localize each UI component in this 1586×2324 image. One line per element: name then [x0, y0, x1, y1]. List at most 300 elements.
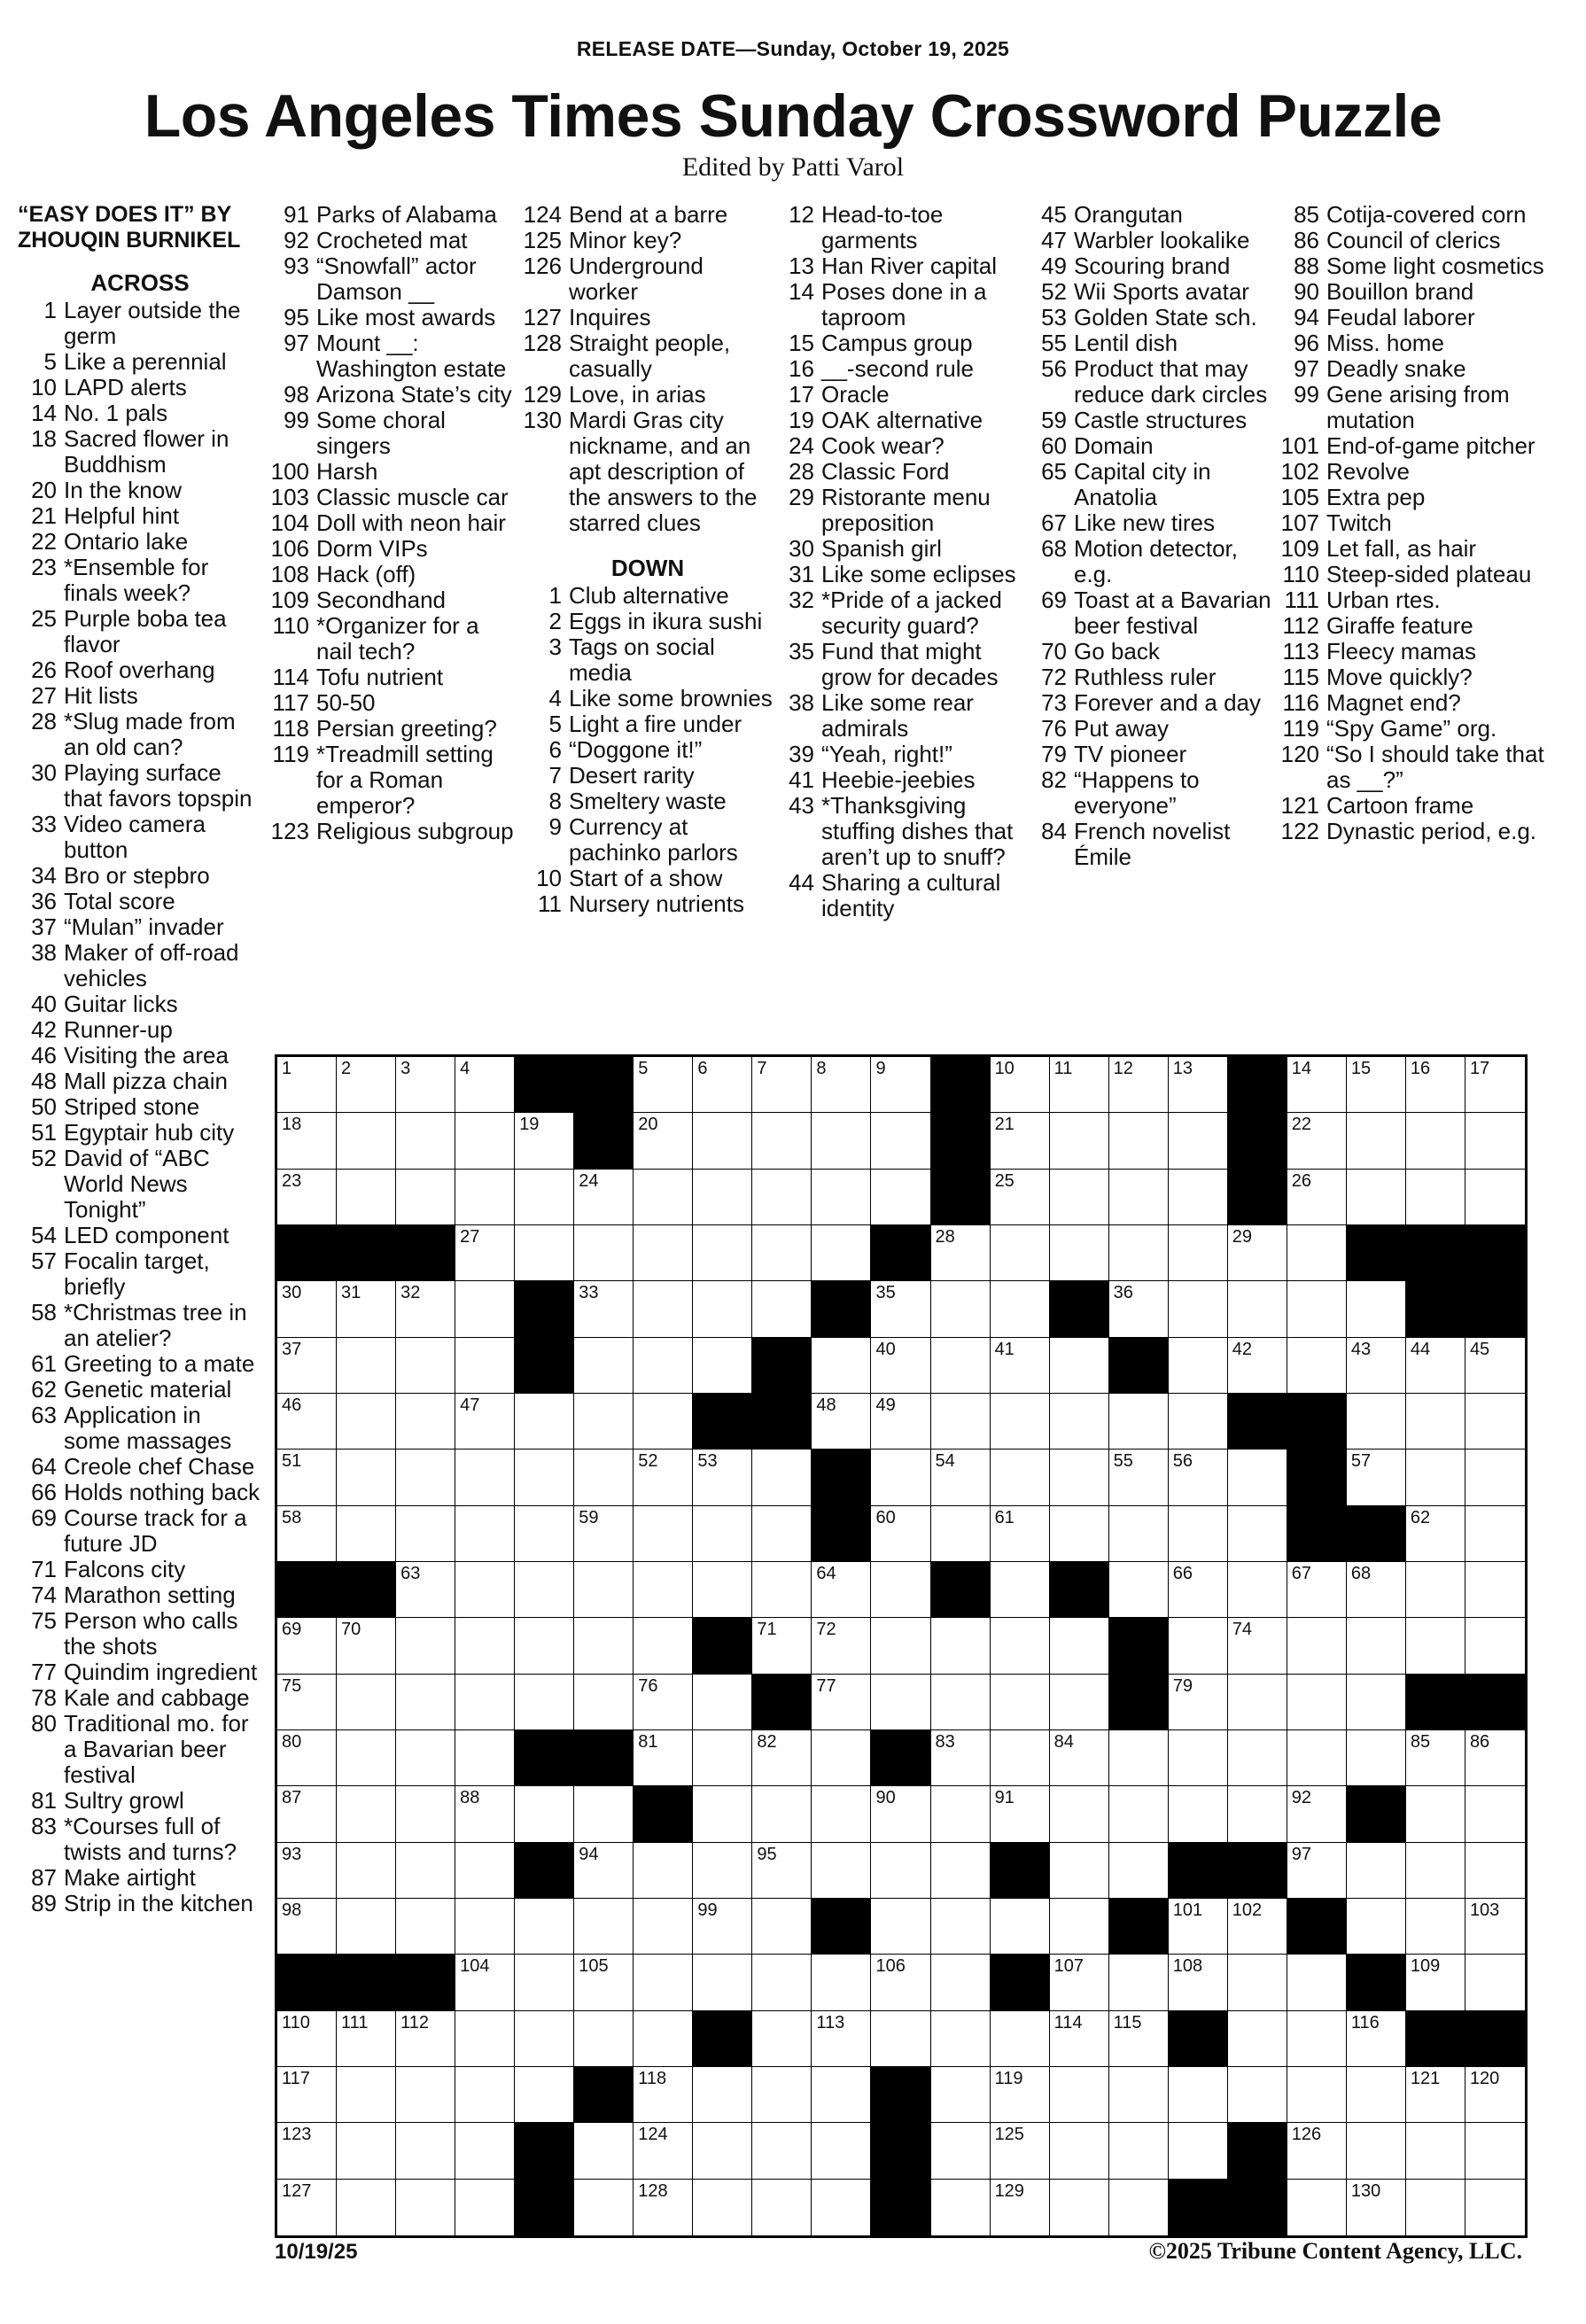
grid-cell[interactable]: [931, 1675, 991, 1730]
grid-cell[interactable]: [871, 1955, 930, 2010]
grid-cell[interactable]: [1169, 1338, 1228, 1394]
grid-cell[interactable]: [1050, 1170, 1109, 1225]
grid-cell[interactable]: [991, 1675, 1050, 1730]
grid-cell[interactable]: [1228, 1562, 1287, 1618]
grid-cell[interactable]: [1406, 2123, 1465, 2179]
grid-cell[interactable]: [396, 2123, 455, 2179]
grid-cell[interactable]: [515, 1450, 574, 1505]
grid-cell[interactable]: [1050, 1730, 1109, 1786]
grid-cell[interactable]: [752, 2067, 812, 2123]
grid-cell[interactable]: [634, 1281, 693, 1337]
grid-cell[interactable]: [931, 1955, 991, 2010]
grid-cell[interactable]: [812, 2123, 871, 2179]
grid-cell[interactable]: [1465, 1730, 1525, 1786]
grid-cell[interactable]: [871, 1899, 930, 1955]
grid-cell[interactable]: [337, 1338, 396, 1394]
grid-cell[interactable]: [1406, 1113, 1465, 1169]
grid-cell[interactable]: [634, 1955, 693, 2010]
grid-cell[interactable]: [1109, 1281, 1169, 1337]
grid-cell[interactable]: [1465, 1057, 1525, 1113]
grid-cell[interactable]: [634, 1394, 693, 1450]
grid-cell[interactable]: [1228, 1675, 1287, 1730]
grid-cell[interactable]: [812, 1394, 871, 1450]
grid-cell[interactable]: [1228, 1955, 1287, 2010]
grid-cell[interactable]: [1287, 1170, 1347, 1225]
grid-cell[interactable]: [812, 1843, 871, 1899]
grid-cell[interactable]: [337, 1899, 396, 1955]
grid-cell[interactable]: [812, 1225, 871, 1281]
grid-cell[interactable]: [991, 1057, 1050, 1113]
grid-cell[interactable]: [991, 1394, 1050, 1450]
grid-cell[interactable]: [455, 1113, 515, 1169]
grid-cell[interactable]: [1347, 1057, 1406, 1113]
grid-cell[interactable]: [1347, 1394, 1406, 1450]
grid-cell[interactable]: [1050, 2123, 1109, 2179]
grid-cell[interactable]: [931, 1786, 991, 1842]
grid-cell[interactable]: [396, 1394, 455, 1450]
grid-cell[interactable]: [277, 1170, 337, 1225]
grid-cell[interactable]: [337, 1730, 396, 1786]
grid-cell[interactable]: [634, 2067, 693, 2123]
grid-cell[interactable]: [1406, 2180, 1465, 2235]
grid-cell[interactable]: [693, 1338, 752, 1394]
grid-cell[interactable]: [574, 1450, 634, 1505]
grid-cell[interactable]: [574, 2011, 634, 2067]
grid-cell[interactable]: [574, 1281, 634, 1337]
grid-cell[interactable]: [1347, 1730, 1406, 1786]
grid-cell[interactable]: [1465, 1394, 1525, 1450]
grid-cell[interactable]: [1406, 1338, 1465, 1394]
grid-cell[interactable]: [1109, 1955, 1169, 2010]
grid-cell[interactable]: [396, 2011, 455, 2067]
grid-cell[interactable]: [1406, 1955, 1465, 2010]
grid-cell[interactable]: [1406, 1618, 1465, 1674]
grid-cell[interactable]: [634, 1450, 693, 1505]
grid-cell[interactable]: [634, 2123, 693, 2179]
grid-cell[interactable]: [1109, 1730, 1169, 1786]
grid-cell[interactable]: [1287, 1225, 1347, 1281]
grid-cell[interactable]: [634, 1506, 693, 1562]
grid-cell[interactable]: [1050, 1675, 1109, 1730]
grid-cell[interactable]: [693, 1786, 752, 1842]
grid-cell[interactable]: [1109, 2011, 1169, 2067]
grid-cell[interactable]: [1347, 2180, 1406, 2235]
grid-cell[interactable]: [1109, 2180, 1169, 2235]
grid-cell[interactable]: [1465, 1170, 1525, 1225]
grid-cell[interactable]: [752, 1955, 812, 2010]
grid-cell[interactable]: [1287, 1730, 1347, 1786]
grid-cell[interactable]: [515, 1394, 574, 1450]
grid-cell[interactable]: [871, 1113, 930, 1169]
grid-cell[interactable]: [1050, 2011, 1109, 2067]
grid-cell[interactable]: [277, 1618, 337, 1674]
grid-cell[interactable]: [1169, 1281, 1228, 1337]
grid-cell[interactable]: [1406, 1057, 1465, 1113]
grid-cell[interactable]: [1109, 2123, 1169, 2179]
grid-cell[interactable]: [1406, 1450, 1465, 1505]
grid-cell[interactable]: [871, 1394, 930, 1450]
grid-cell[interactable]: [812, 1170, 871, 1225]
grid-cell[interactable]: [931, 1338, 991, 1394]
grid-cell[interactable]: [1465, 2067, 1525, 2123]
grid-cell[interactable]: [1228, 1786, 1287, 1842]
grid-cell[interactable]: [1169, 1225, 1228, 1281]
grid-cell[interactable]: [1287, 1113, 1347, 1169]
grid-cell[interactable]: [337, 1113, 396, 1169]
grid-cell[interactable]: [455, 1170, 515, 1225]
grid-cell[interactable]: [455, 1394, 515, 1450]
grid-cell[interactable]: [931, 1730, 991, 1786]
grid-cell[interactable]: [1228, 1338, 1287, 1394]
grid-cell[interactable]: [871, 2011, 930, 2067]
grid-cell[interactable]: [693, 1170, 752, 1225]
grid-cell[interactable]: [277, 1506, 337, 1562]
grid-cell[interactable]: [693, 2067, 752, 2123]
grid-cell[interactable]: [752, 1562, 812, 1618]
grid-cell[interactable]: [752, 1450, 812, 1505]
grid-cell[interactable]: [396, 1506, 455, 1562]
grid-cell[interactable]: [1228, 1730, 1287, 1786]
grid-cell[interactable]: [396, 1562, 455, 1618]
grid-cell[interactable]: [1169, 1450, 1228, 1505]
grid-cell[interactable]: [752, 1113, 812, 1169]
grid-cell[interactable]: [1406, 1786, 1465, 1842]
grid-cell[interactable]: [574, 1843, 634, 1899]
grid-cell[interactable]: [396, 1113, 455, 1169]
grid-cell[interactable]: [1347, 1338, 1406, 1394]
grid-cell[interactable]: [634, 1562, 693, 1618]
grid-cell[interactable]: [812, 1057, 871, 1113]
grid-cell[interactable]: [812, 1675, 871, 1730]
grid-cell[interactable]: [693, 1281, 752, 1337]
grid-cell[interactable]: [515, 1618, 574, 1674]
grid-cell[interactable]: [812, 1618, 871, 1674]
grid-cell[interactable]: [1465, 1843, 1525, 1899]
grid-cell[interactable]: [693, 1113, 752, 1169]
grid-cell[interactable]: [1465, 1786, 1525, 1842]
grid-cell[interactable]: [991, 1506, 1050, 1562]
grid-cell[interactable]: [396, 1057, 455, 1113]
grid-cell[interactable]: [515, 1170, 574, 1225]
grid-cell[interactable]: [1347, 1281, 1406, 1337]
grid-cell[interactable]: [991, 1730, 1050, 1786]
grid-cell[interactable]: [1287, 1562, 1347, 1618]
grid-cell[interactable]: [515, 1675, 574, 1730]
grid-cell[interactable]: [1050, 1113, 1109, 1169]
grid-cell[interactable]: [396, 1281, 455, 1337]
grid-cell[interactable]: [337, 1618, 396, 1674]
grid-cell[interactable]: [455, 1730, 515, 1786]
grid-cell[interactable]: [1287, 1281, 1347, 1337]
grid-cell[interactable]: [871, 1506, 930, 1562]
grid-cell[interactable]: [1347, 1843, 1406, 1899]
grid-cell[interactable]: [1347, 1675, 1406, 1730]
grid-cell[interactable]: [931, 1506, 991, 1562]
grid-cell[interactable]: [634, 1843, 693, 1899]
grid-cell[interactable]: [1465, 1506, 1525, 1562]
grid-cell[interactable]: [931, 2180, 991, 2235]
grid-cell[interactable]: [1050, 1618, 1109, 1674]
grid-cell[interactable]: [277, 1786, 337, 1842]
grid-cell[interactable]: [693, 1562, 752, 1618]
grid-cell[interactable]: [693, 1675, 752, 1730]
grid-cell[interactable]: [991, 1225, 1050, 1281]
grid-cell[interactable]: [277, 2067, 337, 2123]
grid-cell[interactable]: [1287, 1786, 1347, 1842]
grid-cell[interactable]: [455, 1338, 515, 1394]
grid-cell[interactable]: [1109, 1506, 1169, 1562]
grid-cell[interactable]: [931, 1225, 991, 1281]
grid-cell[interactable]: [1169, 1057, 1228, 1113]
grid-cell[interactable]: [871, 1618, 930, 1674]
grid-cell[interactable]: [693, 2180, 752, 2235]
grid-cell[interactable]: [455, 1955, 515, 2010]
grid-cell[interactable]: [574, 1675, 634, 1730]
grid-cell[interactable]: [991, 1899, 1050, 1955]
grid-cell[interactable]: [1465, 1338, 1525, 1394]
grid-cell[interactable]: [812, 1955, 871, 2010]
grid-cell[interactable]: [931, 1394, 991, 1450]
grid-cell[interactable]: [1228, 2067, 1287, 2123]
grid-cell[interactable]: [991, 2067, 1050, 2123]
grid-cell[interactable]: [1169, 1618, 1228, 1674]
grid-cell[interactable]: [574, 1338, 634, 1394]
grid-cell[interactable]: [277, 1675, 337, 1730]
grid-cell[interactable]: [871, 1843, 930, 1899]
grid-cell[interactable]: [693, 1506, 752, 1562]
grid-cell[interactable]: [396, 1170, 455, 1225]
grid-cell[interactable]: [1109, 1170, 1169, 1225]
grid-cell[interactable]: [1347, 2011, 1406, 2067]
grid-cell[interactable]: [1169, 1562, 1228, 1618]
grid-cell[interactable]: [752, 1786, 812, 1842]
grid-cell[interactable]: [1287, 2123, 1347, 2179]
grid-cell[interactable]: [277, 1394, 337, 1450]
grid-cell[interactable]: [693, 1899, 752, 1955]
grid-cell[interactable]: [931, 1618, 991, 1674]
grid-cell[interactable]: [1287, 1955, 1347, 2010]
grid-cell[interactable]: [1228, 1899, 1287, 1955]
grid-cell[interactable]: [396, 2180, 455, 2235]
grid-cell[interactable]: [752, 1618, 812, 1674]
grid-cell[interactable]: [1050, 1057, 1109, 1113]
grid-cell[interactable]: [1347, 1450, 1406, 1505]
grid-cell[interactable]: [1406, 1899, 1465, 1955]
grid-cell[interactable]: [931, 2011, 991, 2067]
grid-cell[interactable]: [812, 1730, 871, 1786]
grid-cell[interactable]: [1406, 1170, 1465, 1225]
grid-cell[interactable]: [931, 1281, 991, 1337]
grid-cell[interactable]: [1228, 1506, 1287, 1562]
grid-cell[interactable]: [1228, 1618, 1287, 1674]
grid-cell[interactable]: [1109, 1843, 1169, 1899]
grid-cell[interactable]: [515, 1113, 574, 1169]
grid-cell[interactable]: [1050, 1225, 1109, 1281]
grid-cell[interactable]: [396, 1338, 455, 1394]
grid-cell[interactable]: [455, 1843, 515, 1899]
grid-cell[interactable]: [991, 1281, 1050, 1337]
grid-cell[interactable]: [396, 1899, 455, 1955]
grid-cell[interactable]: [455, 1786, 515, 1842]
grid-cell[interactable]: [1109, 2067, 1169, 2123]
grid-cell[interactable]: [574, 1170, 634, 1225]
grid-cell[interactable]: [752, 1170, 812, 1225]
grid-cell[interactable]: [455, 2123, 515, 2179]
grid-cell[interactable]: [574, 1562, 634, 1618]
grid-cell[interactable]: [634, 2011, 693, 2067]
grid-cell[interactable]: [277, 2123, 337, 2179]
grid-cell[interactable]: [455, 1675, 515, 1730]
grid-cell[interactable]: [515, 1562, 574, 1618]
grid-cell[interactable]: [337, 1394, 396, 1450]
grid-cell[interactable]: [693, 1730, 752, 1786]
grid-cell[interactable]: [1169, 1113, 1228, 1169]
grid-cell[interactable]: [752, 1281, 812, 1337]
grid-cell[interactable]: [812, 1338, 871, 1394]
grid-cell[interactable]: [991, 1618, 1050, 1674]
grid-cell[interactable]: [931, 1899, 991, 1955]
grid-cell[interactable]: [515, 1955, 574, 2010]
grid-cell[interactable]: [1050, 1955, 1109, 2010]
grid-cell[interactable]: [634, 1618, 693, 1674]
grid-cell[interactable]: [1050, 1506, 1109, 1562]
grid-cell[interactable]: [1287, 1338, 1347, 1394]
grid-cell[interactable]: [337, 2067, 396, 2123]
grid-cell[interactable]: [574, 1506, 634, 1562]
grid-cell[interactable]: [931, 1843, 991, 1899]
grid-cell[interactable]: [634, 1170, 693, 1225]
grid-cell[interactable]: [1347, 1899, 1406, 1955]
grid-cell[interactable]: [455, 1618, 515, 1674]
grid-cell[interactable]: [1169, 1730, 1228, 1786]
grid-cell[interactable]: [574, 1955, 634, 2010]
grid-cell[interactable]: [1109, 1562, 1169, 1618]
grid-cell[interactable]: [1109, 1113, 1169, 1169]
grid-cell[interactable]: [1228, 1225, 1287, 1281]
grid-cell[interactable]: [871, 1338, 930, 1394]
grid-cell[interactable]: [1287, 1675, 1347, 1730]
grid-cell[interactable]: [277, 1057, 337, 1113]
grid-cell[interactable]: [396, 1730, 455, 1786]
grid-cell[interactable]: [396, 1843, 455, 1899]
grid-cell[interactable]: [1050, 1338, 1109, 1394]
grid-cell[interactable]: [693, 1450, 752, 1505]
grid-cell[interactable]: [1228, 1281, 1287, 1337]
grid-cell[interactable]: [1287, 1843, 1347, 1899]
grid-cell[interactable]: [752, 1843, 812, 1899]
grid-cell[interactable]: [991, 1786, 1050, 1842]
grid-cell[interactable]: [1169, 1506, 1228, 1562]
grid-cell[interactable]: [991, 1450, 1050, 1505]
grid-cell[interactable]: [396, 1675, 455, 1730]
grid-cell[interactable]: [991, 2123, 1050, 2179]
grid-cell[interactable]: [1109, 1057, 1169, 1113]
grid-cell[interactable]: [634, 1338, 693, 1394]
grid-cell[interactable]: [693, 1843, 752, 1899]
grid-cell[interactable]: [337, 1281, 396, 1337]
grid-cell[interactable]: [1406, 2067, 1465, 2123]
grid-cell[interactable]: [1287, 1618, 1347, 1674]
grid-cell[interactable]: [396, 1786, 455, 1842]
grid-cell[interactable]: [931, 1450, 991, 1505]
grid-cell[interactable]: [752, 2123, 812, 2179]
grid-cell[interactable]: [337, 2123, 396, 2179]
grid-cell[interactable]: [455, 1899, 515, 1955]
grid-cell[interactable]: [871, 1170, 930, 1225]
grid-cell[interactable]: [1287, 1057, 1347, 1113]
grid-cell[interactable]: [634, 1675, 693, 1730]
grid-cell[interactable]: [574, 1225, 634, 1281]
grid-cell[interactable]: [1465, 1955, 1525, 2010]
grid-cell[interactable]: [337, 1786, 396, 1842]
grid-cell[interactable]: [337, 1506, 396, 1562]
grid-cell[interactable]: [277, 1450, 337, 1505]
grid-cell[interactable]: [752, 1899, 812, 1955]
grid-cell[interactable]: [574, 1394, 634, 1450]
grid-cell[interactable]: [1465, 2123, 1525, 2179]
grid-cell[interactable]: [1228, 2011, 1287, 2067]
grid-cell[interactable]: [634, 1225, 693, 1281]
grid-cell[interactable]: [1169, 2123, 1228, 2179]
grid-cell[interactable]: [1169, 1170, 1228, 1225]
grid-cell[interactable]: [871, 1281, 930, 1337]
grid-cell[interactable]: [1169, 1394, 1228, 1450]
grid-cell[interactable]: [1465, 1562, 1525, 1618]
crossword-grid[interactable]: [275, 1054, 1528, 2238]
grid-cell[interactable]: [277, 1338, 337, 1394]
grid-cell[interactable]: [1465, 1899, 1525, 1955]
grid-cell[interactable]: [515, 1786, 574, 1842]
grid-cell[interactable]: [1347, 2067, 1406, 2123]
grid-cell[interactable]: [871, 1057, 930, 1113]
grid-cell[interactable]: [396, 1618, 455, 1674]
grid-cell[interactable]: [812, 2180, 871, 2235]
grid-cell[interactable]: [277, 1730, 337, 1786]
grid-cell[interactable]: [871, 1450, 930, 1505]
grid-cell[interactable]: [337, 2180, 396, 2235]
grid-cell[interactable]: [337, 1675, 396, 1730]
grid-cell[interactable]: [337, 1450, 396, 1505]
grid-cell[interactable]: [515, 2011, 574, 2067]
grid-cell[interactable]: [1347, 1618, 1406, 1674]
grid-cell[interactable]: [1109, 1394, 1169, 1450]
grid-cell[interactable]: [1347, 1170, 1406, 1225]
grid-cell[interactable]: [515, 2067, 574, 2123]
grid-cell[interactable]: [1050, 1394, 1109, 1450]
grid-cell[interactable]: [991, 2011, 1050, 2067]
grid-cell[interactable]: [1406, 1843, 1465, 1899]
grid-cell[interactable]: [455, 1450, 515, 1505]
grid-cell[interactable]: [574, 2180, 634, 2235]
grid-cell[interactable]: [812, 1786, 871, 1842]
grid-cell[interactable]: [574, 1618, 634, 1674]
grid-cell[interactable]: [455, 1281, 515, 1337]
grid-cell[interactable]: [1347, 1113, 1406, 1169]
grid-cell[interactable]: [337, 2011, 396, 2067]
grid-cell[interactable]: [1287, 2067, 1347, 2123]
grid-cell[interactable]: [752, 1225, 812, 1281]
grid-cell[interactable]: [812, 1562, 871, 1618]
grid-cell[interactable]: [634, 1113, 693, 1169]
grid-cell[interactable]: [871, 1562, 930, 1618]
grid-cell[interactable]: [991, 2180, 1050, 2235]
grid-cell[interactable]: [455, 1562, 515, 1618]
grid-cell[interactable]: [1050, 2180, 1109, 2235]
grid-cell[interactable]: [455, 2011, 515, 2067]
grid-cell[interactable]: [455, 1506, 515, 1562]
grid-cell[interactable]: [1050, 2067, 1109, 2123]
grid-cell[interactable]: [1287, 2011, 1347, 2067]
